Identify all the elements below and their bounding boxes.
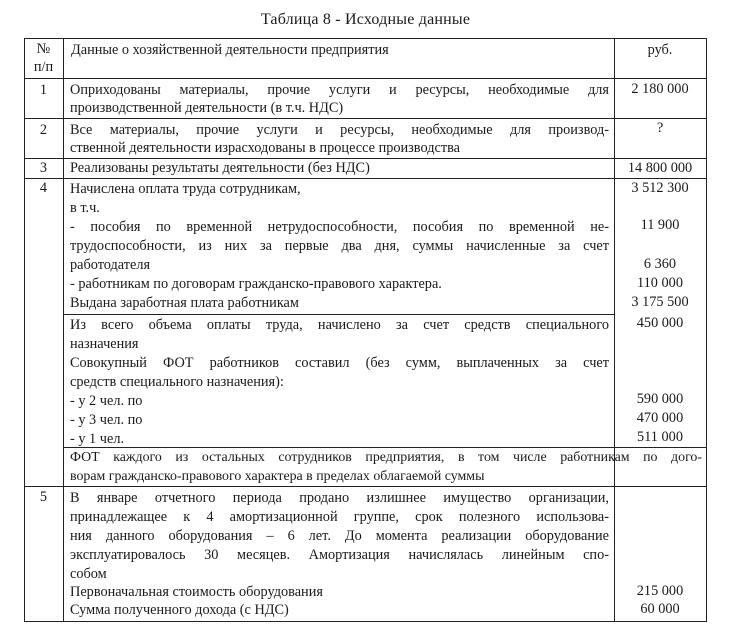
row-text: средств специального назначения): [70,374,284,390]
row-text: - у 1 чел. [70,431,125,447]
row-text: собом [70,566,107,582]
row-text: эксплуатировалось 30 месяцев. Амортизация начислялась линейным спо- [70,547,609,563]
row-value: 6 360 [643,256,677,272]
row-text: ния данного оборудования – 6 лет. До момента реализации оборудование [70,528,609,544]
row-text: Оприходованы материалы, прочие услуги и ресурсы, необходимые для [70,82,609,98]
row-text: Совокупный ФОТ работников составил (без сумм, выплаченных за счет [70,355,609,371]
row-text: - работникам по договорам гражданско-правового характера. [70,276,442,292]
column-divider-num [63,38,64,621]
row-divider [24,78,707,79]
table-border-right [706,38,707,621]
row-text: Сумма полученного дохода (с НДС) [70,602,289,618]
table-title: Таблица 8 - Исходные данные [260,11,471,28]
row-text: - у 2 чел. по [70,393,143,409]
row-divider [63,314,615,315]
header-num-label: № [36,41,51,57]
row-value: 11 900 [640,217,680,233]
header-description: Данные о хозяйственной деятельности предприятия [71,42,389,58]
row-value: 3 175 500 [631,294,689,310]
row-text: - пособия по временной нетрудоспособности, пособия по временной не- [70,219,609,235]
row-text: принадлежащее к 4 амортизационной группе, срок полезного использова- [70,509,609,525]
row-text: Выдана заработная плата работникам [70,295,299,311]
row-value: 450 000 [636,315,684,331]
row-number: 3 [39,160,48,176]
row-text: Первоначальная стоимость оборудования [70,584,323,600]
row-text: В январе отчетного периода продано излишнее имущество организации, [70,490,609,506]
row-value: ? [656,120,664,136]
row-value: 470 000 [636,410,684,426]
row-value: 110 000 [637,275,683,291]
row-text: производственной деятельности (в т.ч. НДС) [70,100,344,116]
row-number: 2 [39,122,48,138]
source-data-table [24,38,707,621]
row-value: 60 000 [640,601,680,617]
row-divider [24,118,707,119]
row-value: 2 180 000 [631,81,689,97]
row-value: 590 000 [636,391,684,407]
row-value: 14 800 000 [627,160,693,176]
table-border-bottom [24,621,707,622]
row-text: - у 3 чел. по [70,412,143,428]
row-text: в т.ч. [70,200,100,216]
row-text: Реализованы результаты деятельности (без НДС) [70,160,370,176]
row-text: трудоспособности, из них за первые два дня, суммы начисленные за счет [70,238,609,254]
row-value: 511 000 [637,429,683,445]
table-border-top [24,38,707,39]
row-text: ственной деятельности израсходованы в процессе производства [70,140,460,156]
row-text: Начислена оплата труда сотрудникам, [70,181,301,197]
row-divider [24,178,707,179]
row-text: Все материалы, прочие услуги и ресурсы, необходимые для производ- [70,122,609,138]
row-value: 3 512 300 [631,180,689,196]
row-divider [24,486,707,487]
row-text: ФОТ каждого из остальных сотрудников предприятия, в том числе работникам по дого- [70,450,702,465]
row-number: 1 [39,82,48,98]
row-text: Из всего объема оплаты труда, начислено за счет средств специального [70,317,609,333]
row-text: работодателя [70,257,151,273]
row-text: назначения [70,336,139,352]
header-num-label: п/п [33,59,54,75]
row-number: 4 [39,180,48,196]
row-number: 5 [39,489,48,505]
row-value: 215 000 [636,583,684,599]
header-unit: руб. [647,42,673,58]
row-text: ворам гражданско-правового характера в пределах облагаемой суммы [70,469,485,484]
